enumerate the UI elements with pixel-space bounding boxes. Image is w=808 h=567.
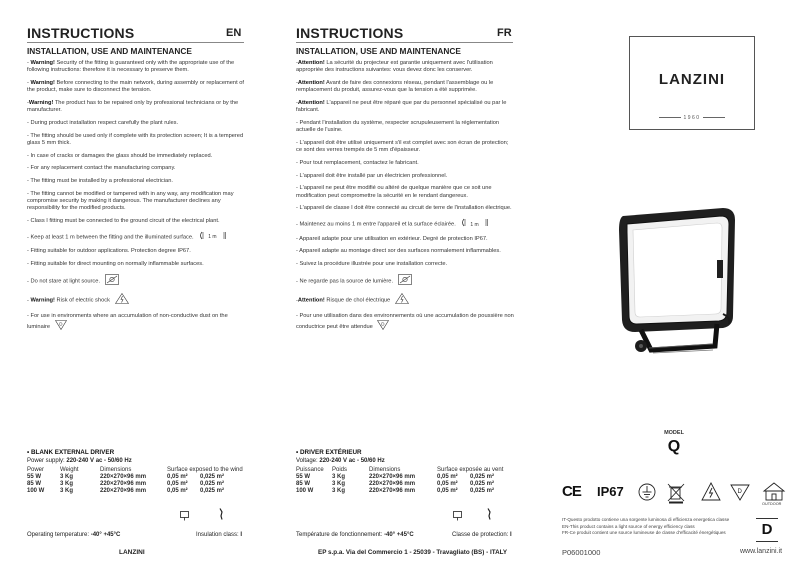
fr-para-11: - Appareil adapte pour une utilisation en extérieur. Degré de protection IP67. (296, 235, 488, 242)
en-para-8: - The fitting must be installed by a professional electrician. (27, 178, 173, 184)
en-front-wind-icon (180, 508, 189, 526)
en-driver-title: • BLANK EXTERNAL DRIVER (27, 449, 115, 456)
en-para-15: - Warning! Risk of electric shock (27, 293, 244, 307)
en-para-14: - Do not stare at light source. (27, 274, 244, 288)
en-para-16: - For use in environments where an accumulation of non-conductive dust on the luminaire D (27, 313, 244, 334)
fr-para-1: -Attention! La sécurité du projecteur est garantie uniquement avec l'utilisation appropriée des instructions suivantes: vous devez donc les conserver. (296, 60, 493, 74)
fr-para-13: - Suivez la procédure illustrée pour une installation correcte. (296, 261, 448, 268)
fr-side-wind-icon (486, 507, 492, 525)
fr-lang-code: FR (497, 27, 512, 39)
en-para-10: - Class I fitting must be connected to the ground circuit of the electrical plant. (27, 217, 220, 224)
en-insulation-class: Insulation class: I (196, 532, 243, 538)
fr-para-12: - Appareil adapte au montage direct sor des surfaces normalement inflammables. (296, 248, 501, 255)
energy-class-badge: D (756, 518, 778, 542)
table-row: 55 W 3 Kg 220×270×96 mm 0,05 m² 0,025 m² (296, 474, 495, 480)
floodlight-illustration (605, 208, 740, 370)
en-subtitle: INSTALLATION, USE AND MAINTENANCE (27, 46, 192, 56)
fr-para-4: - Pendant l'installation du système, respecter scrupuleusement la réglementation actuelle de l'usine. (296, 119, 500, 134)
en-lang-code: EN (226, 27, 242, 39)
en-para-13: - Fitting suitable for direct mounting on normally inflammable surfaces. (27, 261, 204, 268)
website-link[interactable]: www.lanzini.it (740, 548, 783, 555)
en-para-2: - Warning! Before connecting to the main network, during assembly or replacement of the product, make sure to disconnect the tension. (27, 79, 244, 94)
en-distance-label: 1 m (208, 234, 217, 241)
fr-footer-address: EP s.p.a. Via del Commercio 1 - 25039 - Travagliato (BS) - ITALY (318, 549, 508, 556)
model-value: Q (667, 438, 681, 455)
en-spec-header: Power Weight Dimensions Surface exposed to the wind (27, 467, 243, 473)
dust-d-icon (55, 320, 67, 333)
electric-shock-icon (395, 293, 409, 307)
ce-mark: CE (562, 483, 581, 500)
en-spec-table (27, 467, 243, 495)
ip67-mark: IP67 (597, 484, 624, 499)
brand-year: 1960 (630, 115, 754, 121)
en-para-3: -Warning! The product has to be repaired only by professional technicians or by the manufacturer. (27, 99, 239, 114)
fr-para-9: - L'appareil de classe I doit être connecté au circuit de terre de l'installation électrique. (296, 205, 512, 212)
fr-operating-temp: Température de fonctionnement: -40° +45°C (296, 532, 414, 538)
table-row: 55 W 3 Kg 220×270×96 mm 0,05 m² 0,025 m² (27, 474, 225, 480)
fr-para-7: - L'appareil doit être installé par un électricien professionnel. (296, 172, 448, 179)
en-instructions (27, 60, 244, 339)
fr-para-6: - Pour tout remplacement, contactez le fabricant. (296, 159, 419, 166)
svg-text:D: D (737, 489, 742, 495)
fr-spec-table (296, 467, 503, 495)
fr-title: INSTRUCTIONS (296, 25, 404, 41)
en-para-4: - During product installation respect carefully the plant rules. (27, 119, 179, 126)
en-title-rule (27, 42, 244, 43)
fr-spec-header: Puissance Poids Dimensions Surface exposée au vent (296, 467, 504, 473)
fr-power-supply: Voltage: 220-240 V ac - 50/60 Hz (296, 458, 385, 464)
en-para-7: - For any replacement contact the manufacturing company. (27, 165, 176, 172)
fr-protection-class: Classe de protection: I (452, 532, 512, 538)
fr-para-14: - Ne regarde pas la source de lumière. (296, 274, 514, 288)
brand-name: LANZINI (658, 71, 726, 88)
outdoor-label: OUTDOOR (762, 502, 782, 506)
en-operating-temp: Operating temperature: -40° +45°C (27, 532, 121, 538)
en-para-5: - The fitting should be used only if complete with its protection screen; It is a tempered glass 5 mm thick. (27, 132, 244, 146)
certification-icons (638, 482, 798, 504)
en-side-wind-icon (218, 507, 224, 525)
fr-para-2: -Attention! Avant de faire des connexions réseau, pendant l'assemblage ou le remplacement du produit, assurez-vous que la tension a été supprimée. (296, 79, 494, 94)
en-para-6: - In case of cracks or damages the glass should be immediately replaced. (27, 152, 213, 159)
svg-text:D: D (381, 321, 385, 327)
fr-para-3: -Attention! L'appareil ne peut être réparé que par du personnel spécialisé ou par le fabricant. (296, 99, 507, 114)
fr-instructions (296, 60, 514, 339)
table-row: 100 W 3 Kg 220×270×96 mm 0,05 m² 0,025 m² (27, 488, 225, 494)
fr-driver-block (296, 449, 385, 464)
do-not-stare-icon (105, 274, 119, 288)
en-power-supply: Power supply: 220-240 V ac - 50/60 Hz (27, 458, 132, 464)
en-para-9: - The fitting cannot be modified or tampered with in any way, any modification may compromise security by making it dangerous. The manufacturer declines any responsibility for the modified products. (27, 190, 234, 212)
ground-icon (639, 484, 655, 500)
product-code: P06001000 (562, 548, 601, 557)
fr-driver-title: • DRIVER EXTÉRIEUR (296, 449, 362, 456)
en-footer-brand: LANZINI (119, 549, 145, 556)
table-row: 100 W 3 Kg 220×270×96 mm 0,05 m² 0,025 m² (296, 488, 495, 494)
energy-class-text: IT-Questo prodotto contiene una sorgente luminosa di efficienza energetica classe EN-This product contains a light source of energy efficiency class FR-Ce produit contient une source lumineuse de classe d'efficacité énergétiques (562, 517, 730, 535)
fr-subtitle: INSTALLATION, USE AND MAINTENANCE (296, 46, 461, 56)
electric-shock-icon (115, 293, 129, 307)
en-title: INSTRUCTIONS (27, 25, 135, 41)
en-driver-block (27, 449, 132, 464)
en-para-1: - Warning! Security of the fitting is guaranteed only with the appropriate use of the following instructions: therefore it is necessary to preserve them. (27, 60, 235, 74)
fr-title-rule (296, 42, 513, 43)
fr-para-8: - L'appareil ne peut être modifié ou altéré de quelque manière que ce soit une modification peut compromettre la sécurité en le rendant dangereux. (296, 185, 492, 199)
fr-front-wind-icon (453, 508, 462, 526)
model-label: MODEL (664, 430, 684, 436)
fr-distance-label: 1 m (470, 221, 479, 228)
table-row: 85 W 3 Kg 220×270×96 mm 0,05 m² 0,025 m² (296, 481, 495, 487)
en-para-12: - Fitting suitable for outdoor applications. Protection degree IP67. (27, 248, 191, 255)
fr-para-10: - Maintenez au moins 1 m entre l'appareil et la surface éclairée. 1 m (296, 218, 514, 230)
table-row: 85 W 3 Kg 220×270×96 mm 0,05 m² 0,025 m² (27, 481, 225, 487)
dust-d-icon (731, 485, 749, 500)
svg-text:D: D (58, 321, 63, 327)
fr-para-15: -Attention! Risque de chol électrique (296, 293, 514, 307)
outdoor-house-icon (764, 483, 784, 500)
en-para-11: - Keep at least 1 m between the fitting and the illuminated surface. 1 m (27, 231, 244, 243)
do-not-stare-icon (398, 274, 412, 288)
dust-d-icon (377, 320, 389, 333)
fr-para-16: - Pour une utilisation dans des environnements où une accumulation de poussière non conductrice peut être attendue D (296, 313, 514, 334)
weee-bin-icon (668, 484, 684, 504)
electric-warning-icon (702, 483, 720, 500)
fr-para-5: - L'appareil doit être utilisé uniquement s'il est complet avec son écran de protection; ce sont des verres trempés de 5 mm d'épaisseur. (296, 139, 509, 154)
brand-logo-box (629, 36, 755, 130)
